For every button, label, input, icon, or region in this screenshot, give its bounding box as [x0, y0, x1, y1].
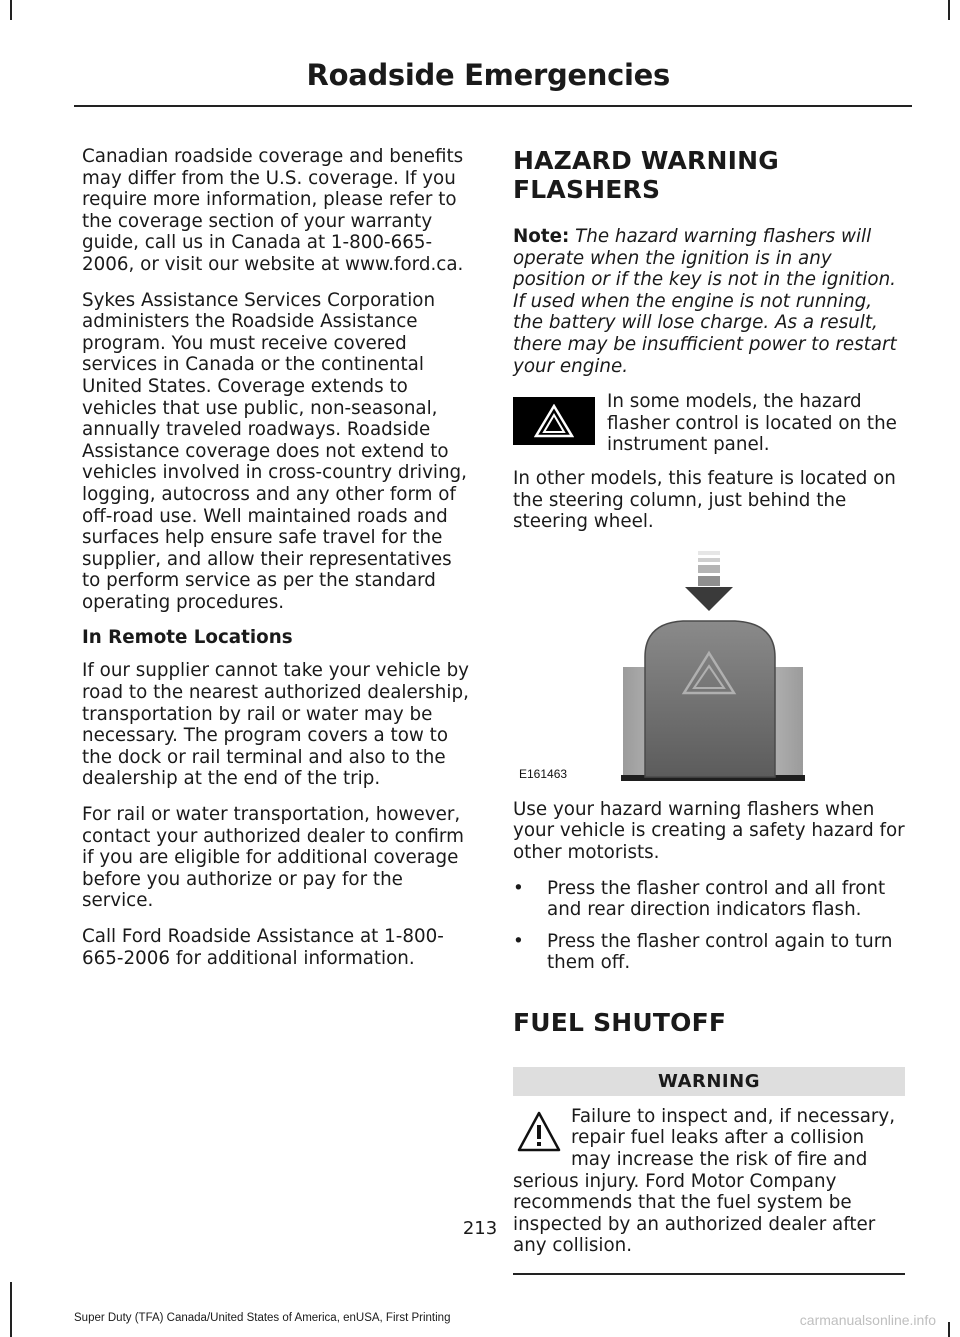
warning-body	[513, 1096, 905, 1275]
hazard-note	[513, 226, 905, 377]
note-text: The hazard warning flashers will operate when the ignition is in any position or if the key is not in the ignition. If used when the engine is not running, the battery will lose charge. As a result, there may be insufficient power to restart your engine.	[513, 226, 897, 377]
canada-coverage-paragraph: Canadian roadside coverage and benefits may differ from the U.S. coverage. If you require more information, please refer to the coverage section of your warranty guide, call us in Canada at 1-800-665-2006, or visit our website at www.ford.ca.	[82, 146, 464, 275]
crop-mark-bottom-left	[10, 1282, 12, 1337]
rail-water-paragraph: For rail or water transportation, however, contact your authorized dealer to confirm if you are eligible for additional coverage before you authorize or pay for the service.	[82, 804, 464, 912]
edition-footer: Super Duty (TFA) Canada/United States of America, enUSA, First Printing	[74, 1312, 451, 1324]
sykes-paragraph: Sykes Assistance Services Corporation administers the Roadside Assistance program. You must receive covered services in Canada or the continental United States. Coverage extends to vehicles that use public, non-seasonal, annually traveled roadways. Roadside Assistance coverage does not extend to vehicles involved in cross-country driving, logging, autocross and any other form of off-road use. Well maintained roads and surfaces help ensure safe travel for the supplier, and allow their representatives to perform service as per the standard operating procedures.	[82, 289, 467, 613]
note-label: Note:	[513, 226, 570, 247]
page-title: Roadside Emergencies	[306, 58, 670, 92]
hazard-use-paragraph: Use your hazard warning flashers when your vehicle is creating a safety hazard for other motorists.	[513, 798, 905, 863]
crop-mark-top-left	[10, 0, 12, 20]
hazard-icon-caption: In some models, the hazard flasher control is located on the instrument panel.	[607, 391, 897, 456]
left-column	[82, 146, 474, 983]
warning-triangle-icon	[517, 1110, 561, 1154]
hazard-triangle-icon	[513, 397, 595, 445]
list-item: • Press the flasher control again to turn them off.	[513, 931, 905, 974]
remote-transport-paragraph: If our supplier cannot take your vehicle by road to the nearest authorized dealership, transportation by rail or water may be necessary. The program covers a tow to the dock or rail terminal and also to the dealership at the end of the trip.	[82, 660, 470, 790]
hazard-switch-illustration	[513, 547, 905, 787]
warning-bottom-rule	[513, 1273, 905, 1275]
list-item: • Press the flasher control and all front and rear direction indicators flash.	[513, 878, 905, 921]
hazard-control-figure	[513, 391, 905, 456]
right-column	[513, 146, 905, 1275]
hazard-flashers-heading: HAZARD WARNING FLASHERS	[513, 146, 779, 204]
watermark: carmanualsonline.info	[799, 1312, 936, 1328]
hazard-steps-list	[513, 878, 905, 974]
warning-banner: WARNING	[513, 1067, 905, 1096]
remote-locations-subheading: In Remote Locations	[82, 627, 293, 649]
page-number: 213	[462, 1218, 498, 1239]
figure-label: E161463	[519, 766, 568, 781]
fuel-shutoff-heading: FUEL SHUTOFF	[513, 1007, 727, 1037]
steering-column-paragraph: In other models, this feature is located on the steering column, just behind the steering wheel.	[513, 467, 896, 533]
crop-mark-bottom-right	[948, 1322, 950, 1337]
header-rule	[74, 105, 912, 107]
warning-text: Failure to inspect and, if necessary, repair fuel leaks after a collision may increase the risk of fire and serious injury. Ford Motor Company recommends that the fuel system be inspected by an authorized dealer after any collision.	[513, 1105, 896, 1257]
call-roadside-paragraph: Call Ford Roadside Assistance at 1-800-665-2006 for additional information.	[82, 926, 444, 969]
hazard-switch-graphic	[513, 547, 905, 787]
crop-mark-top-right	[948, 0, 950, 20]
